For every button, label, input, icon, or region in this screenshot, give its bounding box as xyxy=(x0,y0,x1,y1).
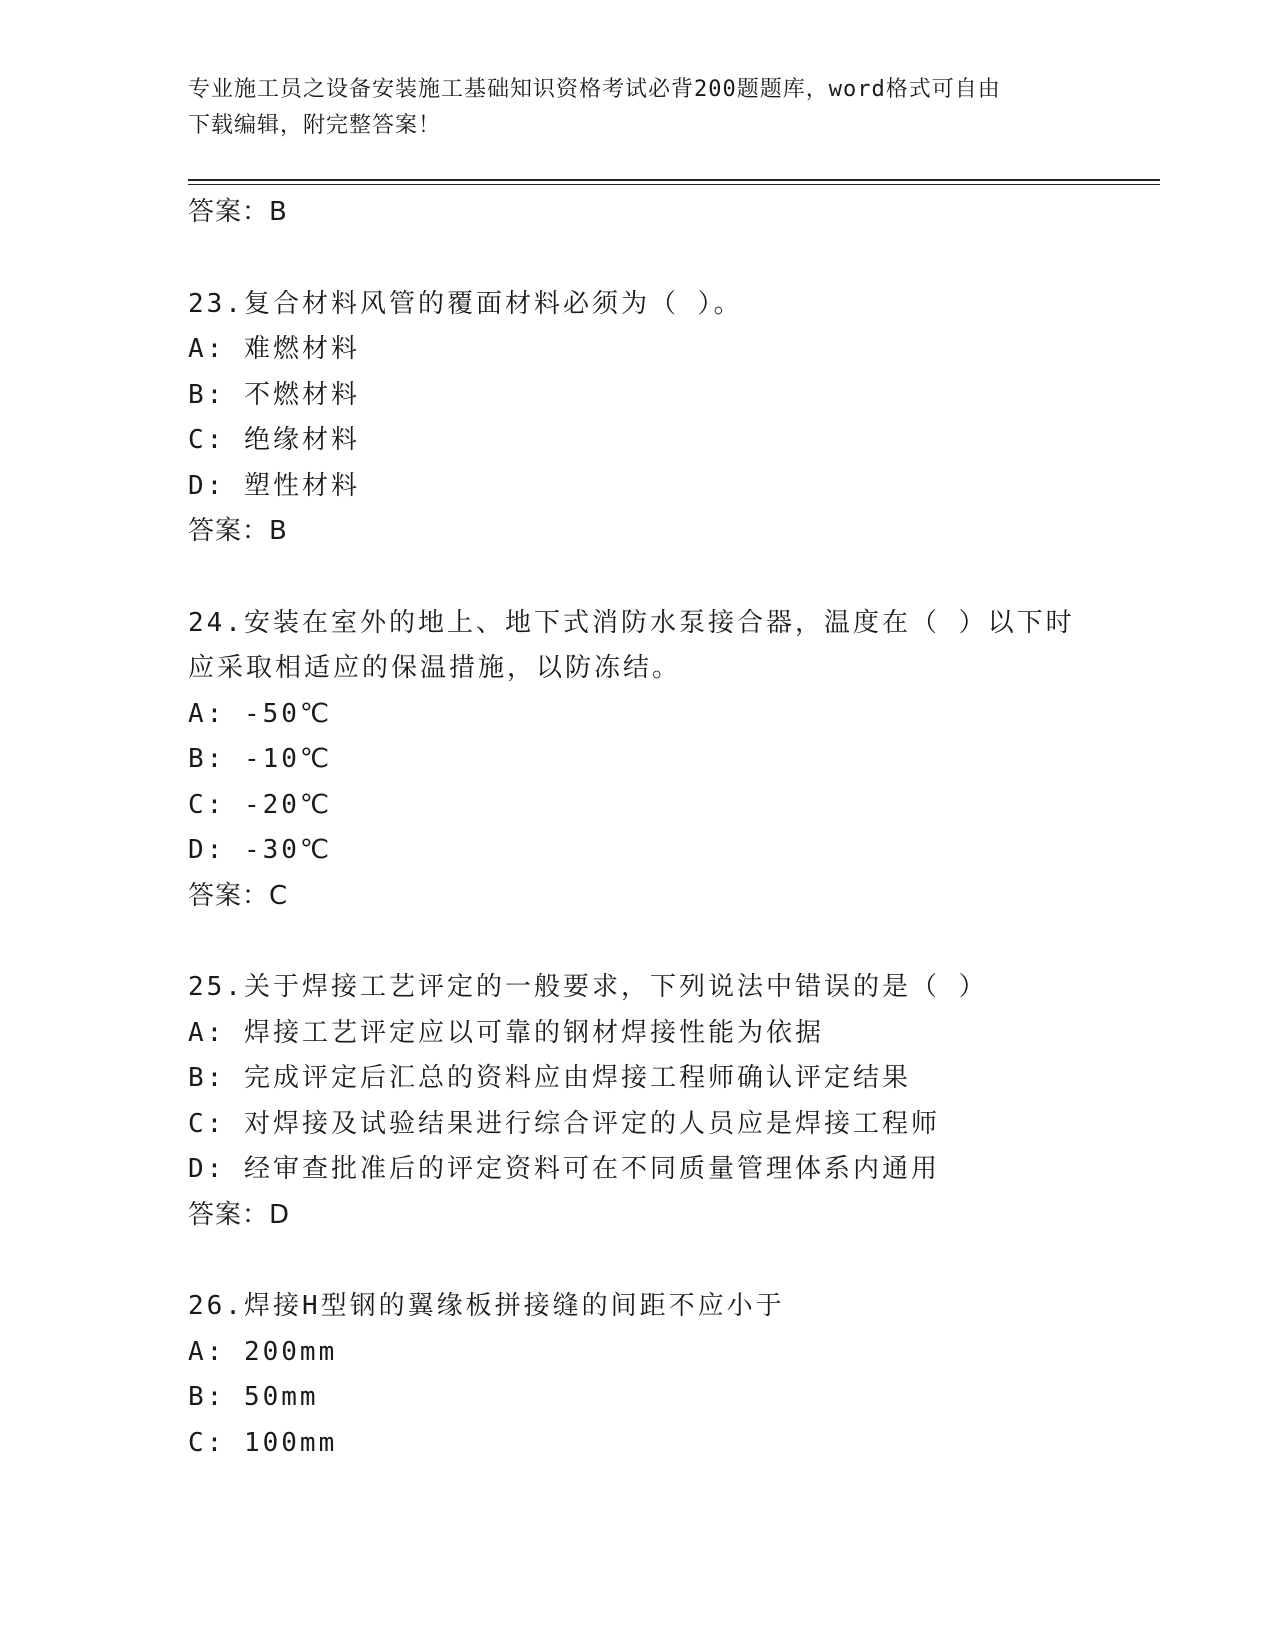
spacer xyxy=(188,1238,1108,1284)
previous-answer: 答案：B xyxy=(188,197,288,227)
question-stem-line-1: 24.安装在室外的地上、地下式消防水泵接合器，温度在（ ）以下时 xyxy=(188,607,1075,638)
header-divider-thick xyxy=(188,179,1160,181)
option-b: B: 完成评定后汇总的资料应由焊接工程师确认评定结果 xyxy=(188,1063,911,1093)
header-divider-thin xyxy=(188,184,1160,185)
option-b: B: 不燃材料 xyxy=(188,379,360,410)
answer: 答案：C xyxy=(188,880,289,911)
question-stem: 25.关于焊接工艺评定的一般要求，下列说法中错误的是（ ） xyxy=(188,972,988,1002)
spacer xyxy=(188,236,1108,282)
question-stem: 26.焊接H型钢的翼缘板拼接缝的间距不应小于 xyxy=(188,1291,785,1321)
option-b: B: -10℃ xyxy=(188,744,333,774)
option-a: A: 难燃材料 xyxy=(188,334,360,364)
option-a: A: 焊接工艺评定应以可靠的钢材焊接性能为依据 xyxy=(188,1017,824,1048)
question-stem: 23.复合材料风管的覆面材料必须为（ ）。 xyxy=(188,288,743,319)
option-a: A: -50℃ xyxy=(188,698,333,729)
header-line-2: 下载编辑，附完整答案！ xyxy=(188,113,442,138)
option-a: A: 200mm xyxy=(188,1336,338,1367)
question-24 xyxy=(188,601,1108,920)
spacer xyxy=(188,555,1108,601)
option-b: B: 50mm xyxy=(188,1382,319,1412)
option-c: C: -20℃ xyxy=(188,789,333,820)
option-c: C: 对焊接及试验结果进行综合评定的人员应是焊接工程师 xyxy=(188,1108,940,1139)
question-26 xyxy=(188,1284,1108,1466)
spacer xyxy=(188,919,1108,965)
document-header xyxy=(188,72,1088,144)
option-d: D: 经审查批准后的评定资料可在不同质量管理体系内通用 xyxy=(188,1154,940,1184)
question-23 xyxy=(188,282,1108,555)
option-d: D: 塑性材料 xyxy=(188,470,360,501)
question-stem-line-2: 应采取相适应的保温措施，以防冻结。 xyxy=(188,653,682,683)
option-c: C: 100mm xyxy=(188,1427,338,1458)
document-body xyxy=(188,190,1108,1466)
header-line-1: 专业施工员之设备安装施工基础知识资格考试必背200题题库，word格式可自由 xyxy=(188,77,1001,102)
option-d: D: -30℃ xyxy=(188,835,333,865)
answer: 答案：B xyxy=(188,516,288,546)
question-25 xyxy=(188,965,1108,1238)
option-c: C: 绝缘材料 xyxy=(188,425,360,455)
answer: 答案：D xyxy=(188,1199,291,1230)
